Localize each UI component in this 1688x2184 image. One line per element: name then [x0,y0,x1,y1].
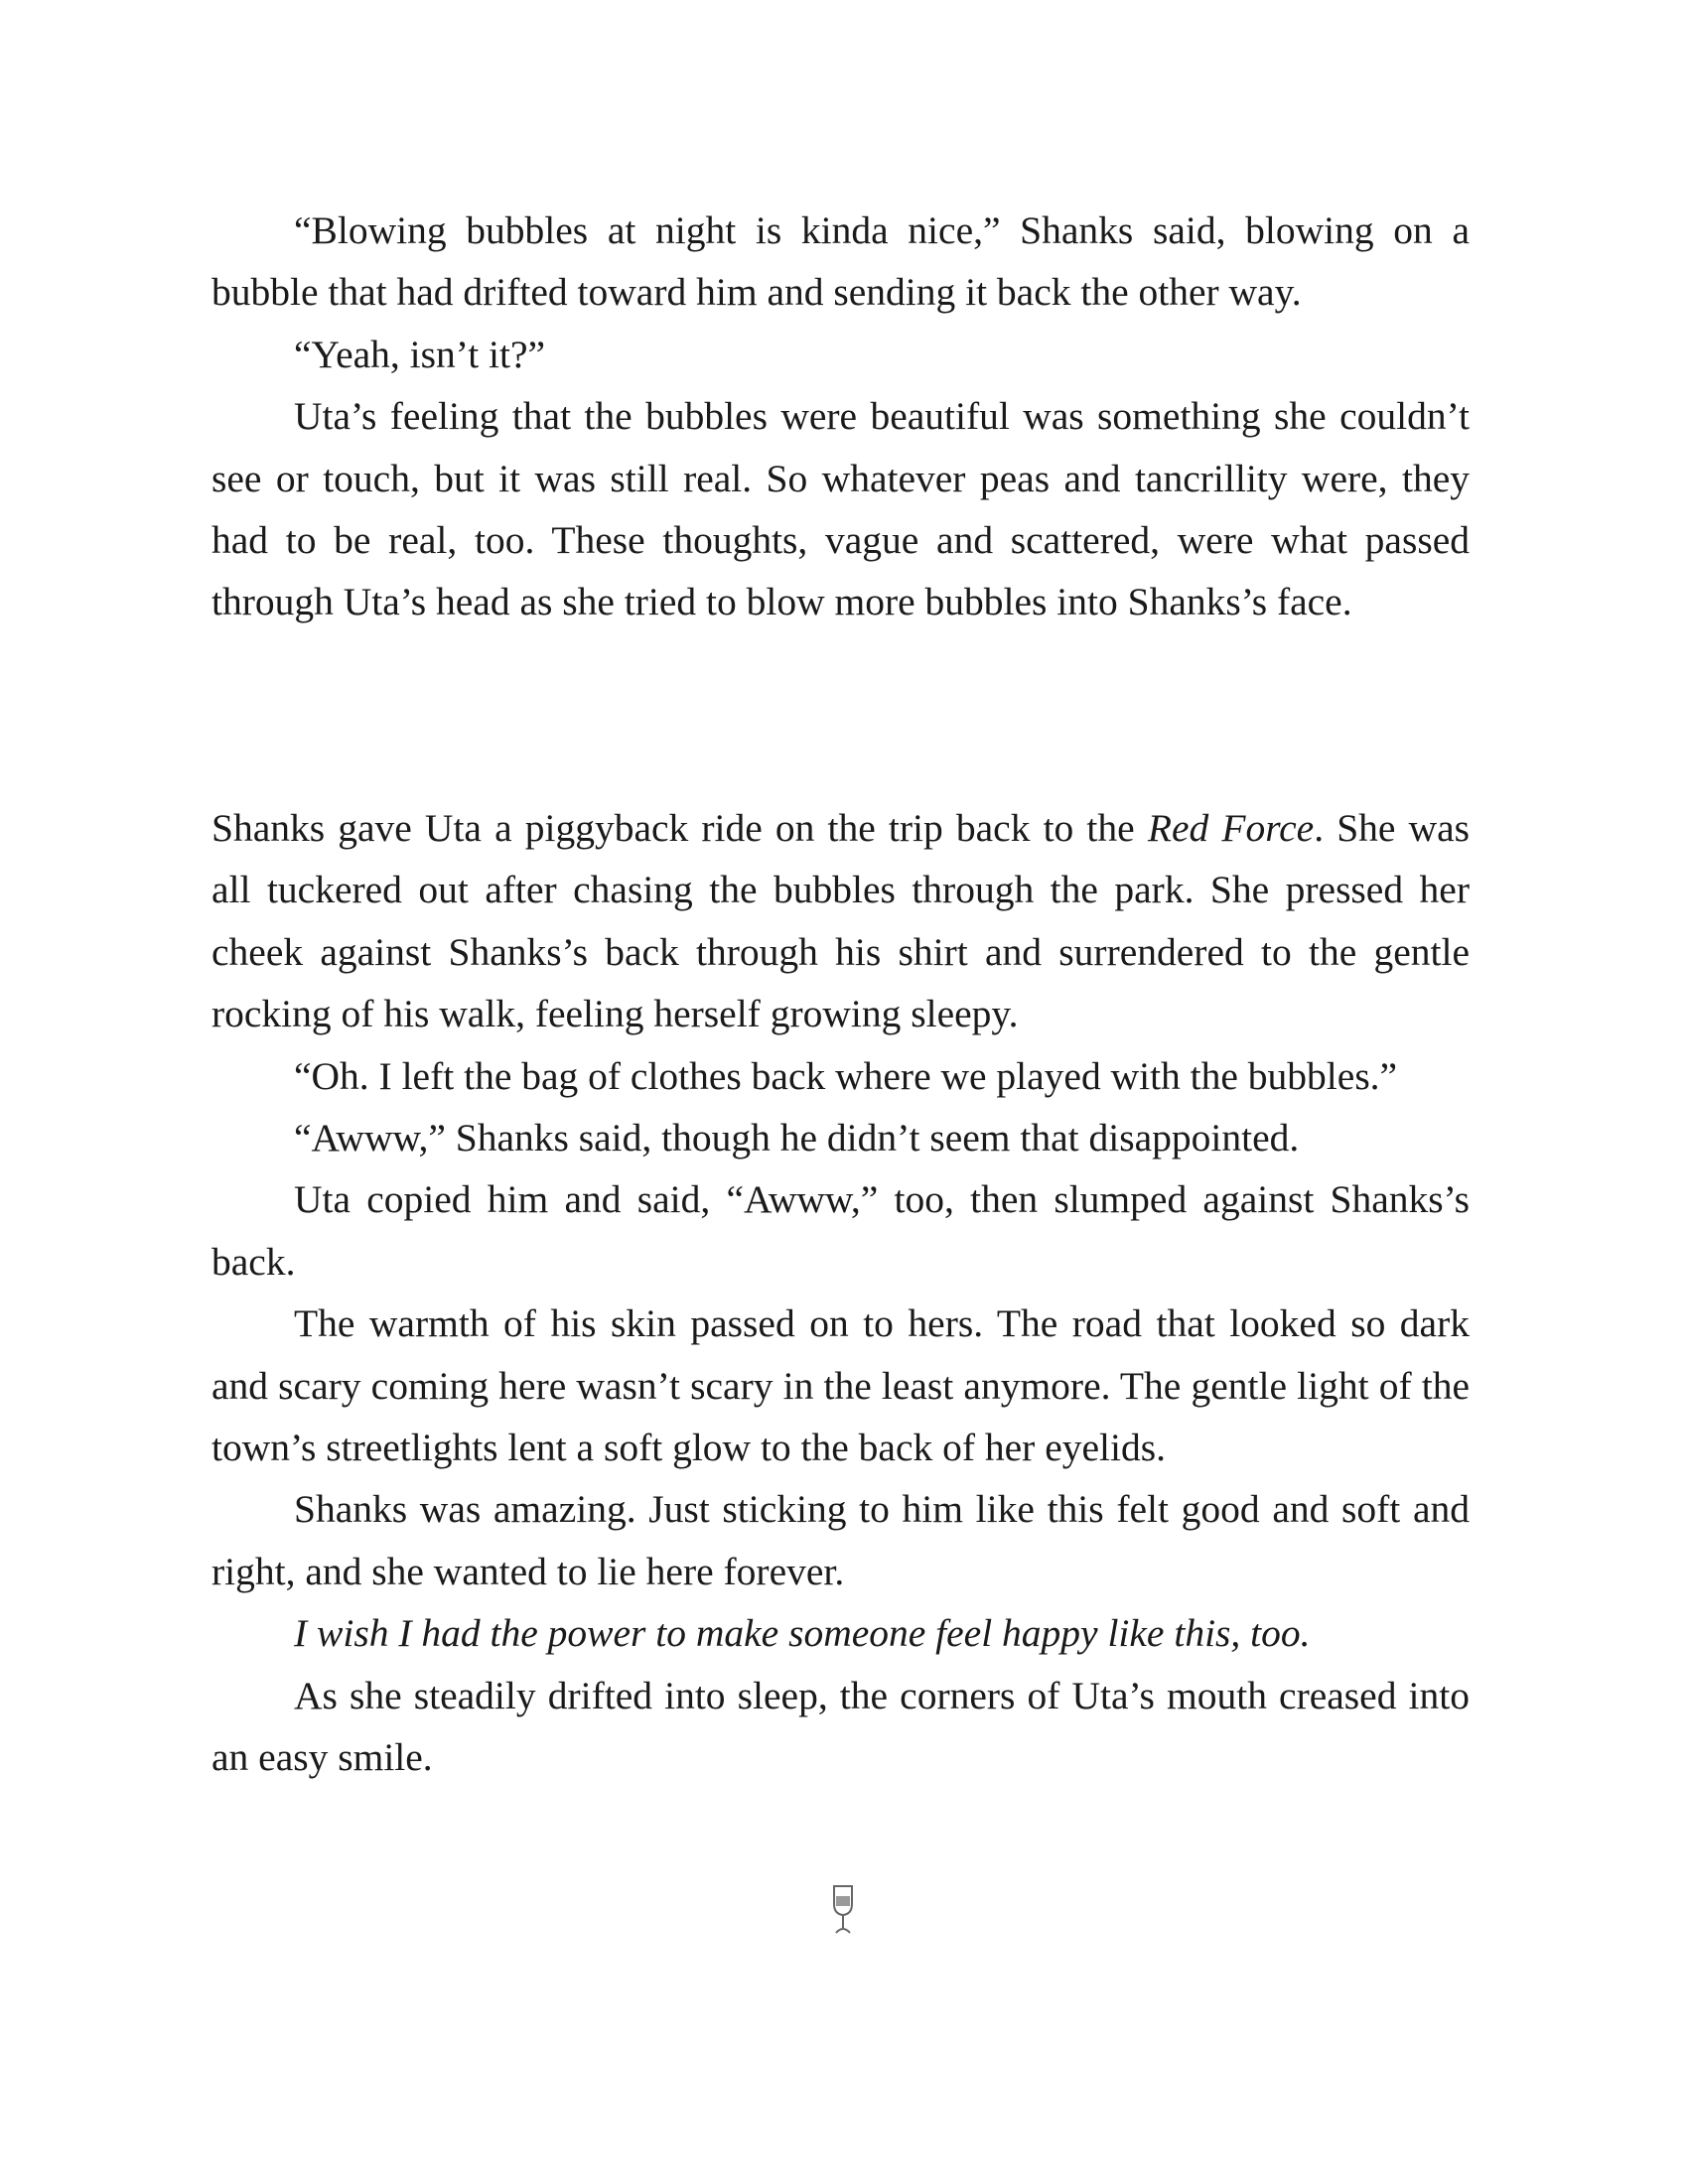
paragraph: Uta’s feeling that the bubbles were beautiful was something she couldn’t see or touch, but it was still real. So whatever peas and tancrillity were, they had to be real, too. These thoughts, vague and scattered, were what passed through Uta’s head as she tried to blow more bubbles into Shanks’s face. [211,394,1470,624]
paragraph: Uta copied him and said, “Awww,” too, then slumped against Shanks’s back. [211,1177,1470,1284]
paragraph: “Yeah, isn’t it?” [294,332,546,376]
paragraph: The warmth of his skin passed on to hers. The road that looked so dark and scary coming here wasn’t scary in the least anymore. The gentle light of the town’s streetlights lent a soft glow to the back of her eyelids. [211,1301,1470,1470]
ship-name: Red Force [1147,806,1315,850]
paragraph-text: . She was all tuckered out after chasing the bubbles through the park. She pressed her cheek against Shanks’s back through his shirt and surrendered to the gentle rocking of his walk, feeling herself growing sleepy. [211,806,1470,1036]
paragraph: As she steadily drifted into sleep, the corners of Uta’s mouth creased into an easy smile. [211,1673,1470,1780]
italic-thought: I wish I had the power to make someone feel happy like this, too. [294,1611,1311,1656]
paragraph: Shanks was amazing. Just sticking to him like this felt good and soft and right, and she wanted to lie here forever. [211,1487,1470,1593]
goblet-ornament-icon [830,1884,856,1936]
paragraph [211,797,1470,1045]
paragraph-text: Shanks gave Uta a piggyback ride on the trip back to the [211,806,1148,850]
paragraph: “Awww,” Shanks said, though he didn’t seem that disappointed. [294,1116,1300,1160]
paragraph: “Blowing bubbles at night is kinda nice,” Shanks said, blowing on a bubble that had drifted toward him and sending it back the other way. [211,208,1470,315]
section-1 [211,200,1470,633]
section-2 [211,797,1470,1789]
paragraph: “Oh. I left the bag of clothes back where we played with the bubbles.” [294,1053,1398,1098]
